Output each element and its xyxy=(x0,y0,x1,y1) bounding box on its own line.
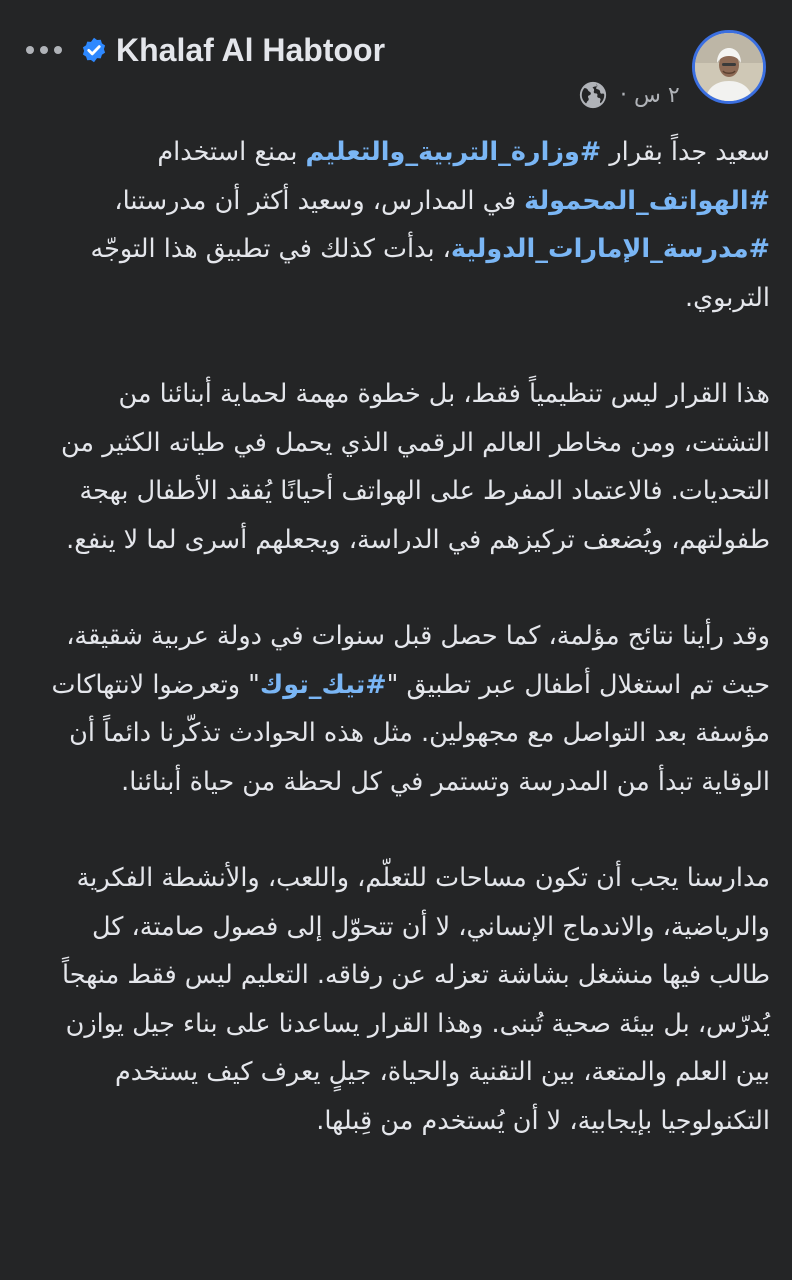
post-timestamp[interactable]: ٢ س · xyxy=(620,82,680,108)
author-row xyxy=(80,28,385,72)
post-text: ، بدأت كذلك في تطبيق هذا التوجّه التربوي. xyxy=(90,234,770,313)
hashtag-link[interactable]: #الهواتف_المحمولة xyxy=(524,185,770,216)
dot-icon xyxy=(54,46,62,54)
post-text: سعيد جداً بقرار xyxy=(601,137,770,167)
post-text: هذا القرار ليس تنظيمياً فقط، بل خطوة مهمة لحماية أبنائنا من التشتت، ومن مخاطر العالم الرقمي الذي يحمل في طياته الكثير من التحديات. فالاعتماد المفرط على الهواتف أحيانًا يُفقد الأطفال بهجة طفولتهم، ويُضعف تركيزهم في الدراسة، ويجعلهم أسرى لما لا ينفع. xyxy=(61,379,770,555)
hashtag-link[interactable]: #مدرسة_الإمارات_الدولية xyxy=(450,234,770,264)
more-options-button[interactable] xyxy=(16,30,72,70)
post-paragraph xyxy=(28,854,770,1145)
post-text: " وتعرضوا لانتهاكات مؤسفة بعد التواصل مع مجهولين. مثل هذه الحوادث تذكّرنا دائماً أن الوقاية تبدأ من المدرسة وتستمر في كل لحظة من حياة أبنائنا. xyxy=(51,669,770,797)
dot-icon xyxy=(26,46,34,54)
post-meta xyxy=(578,78,680,112)
post-text: مدارسنا يجب أن تكون مساحات للتعلّم، واللعب، والأنشطة الفكرية والرياضية، والاندماج الإنساني، لا أن تتحوّل إلى فصول صامتة، كل طالب فيها منشغل بشاشة تعزله عن رفاقه. التعليم ليس فقط منهجاً يُدرّس، بل بيئة صحية تُبنى. وهذا القرار يساعدنا على بناء جيل يوازن بين العلم والمتعة، بين التقنية والحياة، جيلٍ يعرف كيف يستخدم التكنولوجيا بإيجابية، لا أن يُستخدم من قِبلها. xyxy=(61,863,770,1136)
verified-badge-icon xyxy=(80,36,108,64)
avatar-photo xyxy=(695,33,763,101)
post-text: وقد رأينا نتائج مؤلمة، كما حصل قبل سنوات في دولة عربية شقيقة، حيث تم استغلال أطفال عبر تطبيق " xyxy=(66,621,770,700)
post-header xyxy=(0,0,792,120)
post-paragraph xyxy=(28,612,770,806)
hashtag-link[interactable]: #وزارة_التربية_والتعليم xyxy=(305,137,602,167)
author-name[interactable]: Khalaf Al Habtoor xyxy=(116,31,386,68)
hashtag-link[interactable]: #تيك_توك xyxy=(259,669,387,700)
author-avatar[interactable] xyxy=(692,30,766,104)
post-body xyxy=(28,128,770,1193)
globe-icon[interactable] xyxy=(578,80,608,110)
post-paragraph xyxy=(28,128,770,322)
dot-icon xyxy=(40,46,48,54)
post-text: بمنع استخدام xyxy=(157,137,306,167)
post-text: في المدارس، وسعيد أكثر أن مدرستنا، xyxy=(114,185,525,216)
post-paragraph xyxy=(28,370,770,564)
